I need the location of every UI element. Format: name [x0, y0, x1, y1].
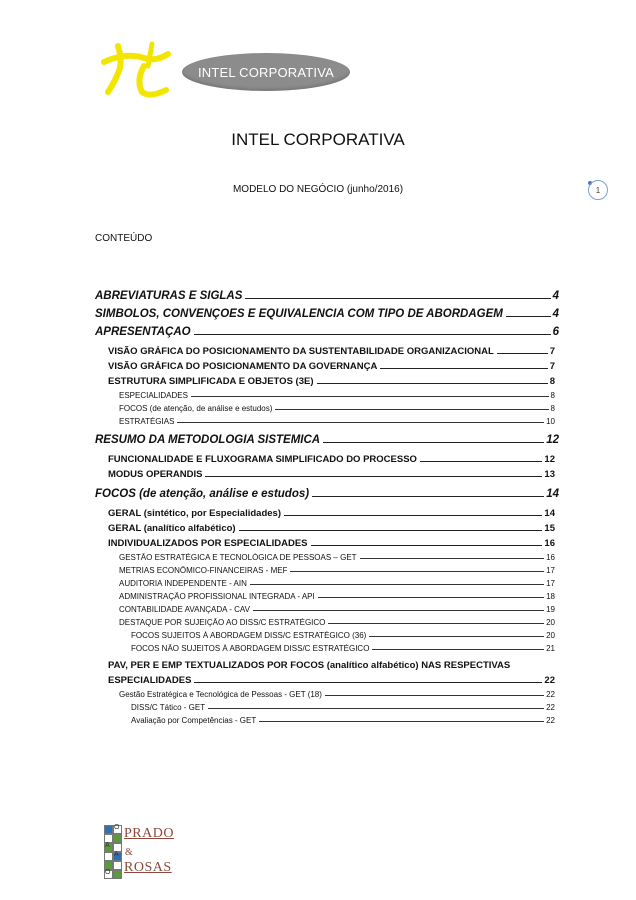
- toc-page-number: 7: [549, 361, 555, 372]
- document-title: INTEL CORPORATIVA: [231, 130, 405, 149]
- toc-page-number: 8: [550, 404, 555, 413]
- toc-page-number: 14: [546, 488, 559, 500]
- toc-entry[interactable]: [95, 534, 559, 549]
- toc-entry-text: ADMINISTRAÇÃO PROFISSIONAL INTEGRADA - API: [119, 592, 315, 601]
- toc-entry-text: AUDITORIA INDEPENDENTE - AIN: [119, 579, 247, 588]
- toc-page-number: 22: [546, 703, 555, 712]
- toc-entry[interactable]: [95, 465, 559, 480]
- toc-leader-line: [325, 695, 544, 696]
- toc-leader-line: [239, 530, 543, 531]
- toc-leader-line: [506, 316, 551, 317]
- logo-grid-cell: [113, 870, 122, 879]
- toc-page-number: 18: [546, 592, 555, 601]
- table-of-contents: [95, 284, 559, 725]
- toc-entry[interactable]: [95, 671, 559, 686]
- toc-entry[interactable]: [95, 640, 559, 653]
- toc-entry-text: DISS/C Tático - GET: [131, 703, 206, 712]
- toc-entry-text: FUNCIONALIDADE E FLUXOGRAMA SIMPLIFICADO DO PROCESSO: [108, 454, 417, 465]
- toc-page-number: 17: [546, 566, 555, 575]
- toc-page-number: 22: [544, 675, 555, 686]
- toc-page-number: 7: [549, 346, 555, 357]
- toc-leader-line: [360, 558, 545, 559]
- toc-leader-line: [369, 636, 544, 637]
- toc-leader-line: [380, 368, 547, 369]
- toc-entry-text: FOCOS (de atenção, análise e estudos): [95, 488, 310, 500]
- toc-leader-line: [275, 409, 548, 410]
- toc-leader-line: [311, 545, 543, 546]
- toc-entry[interactable]: [95, 575, 559, 588]
- toc-entry[interactable]: [95, 588, 559, 601]
- intel-logo-oval: INTEL CORPORATIVA: [182, 53, 350, 91]
- page-number-badge[interactable]: 1: [588, 180, 608, 200]
- toc-entry-text: PAV, PER E EMP TEXTUALIZADOS POR FOCOS (analítico alfabético) NAS RESPECTIVAS: [108, 660, 511, 671]
- toc-page-number: 16: [544, 538, 555, 549]
- toc-entry-text: APRESENTAÇÃO: [95, 326, 191, 338]
- toc-entry[interactable]: [95, 601, 559, 614]
- toc-entry[interactable]: [95, 482, 559, 500]
- toc-entry-text: VISÃO GRÁFICA DO POSICIONAMENTO DA SUSTENTABILIDADE ORGANIZACIONAL: [108, 346, 494, 357]
- toc-entry-text: CONTABILIDADE AVANÇADA - CAV: [119, 605, 250, 614]
- toc-entry[interactable]: [95, 614, 559, 627]
- document-subtitle: MODELO DO NEGÓCIO (junho/2016): [232, 184, 404, 195]
- toc-page-number: 8: [549, 376, 555, 387]
- toc-entry[interactable]: [95, 657, 559, 671]
- toc-entry-text: ESTRUTURA SIMPLIFICADA E OBJETOS (3E): [108, 376, 314, 387]
- toc-entry[interactable]: [95, 699, 559, 712]
- toc-page-number: 16: [546, 553, 555, 562]
- toc-page-number: 19: [546, 605, 555, 614]
- toc-page-number: 17: [546, 579, 555, 588]
- logo-grid-letter: O: [114, 824, 120, 831]
- footer-rosas-text: ROSAS: [124, 860, 172, 875]
- toc-leader-line: [205, 476, 542, 477]
- toc-entry[interactable]: [95, 549, 559, 562]
- toc-page-number: 22: [546, 716, 555, 725]
- toc-leader-line: [208, 708, 544, 709]
- toc-leader-line: [318, 597, 544, 598]
- toc-entry[interactable]: [95, 320, 559, 338]
- footer-prado-text: PRADO: [124, 826, 174, 841]
- toc-entry[interactable]: [95, 686, 559, 699]
- toc-page-number: 12: [544, 454, 555, 465]
- toc-entry-text: FOCOS (de atenção, de análise e estudos): [119, 404, 273, 413]
- contents-heading: CONTEÚDO: [95, 233, 153, 244]
- toc-entry[interactable]: [95, 504, 559, 519]
- toc-entry-text: RESUMO DA METODOLOGIA SISTÊMICA: [95, 434, 321, 446]
- toc-entry-text: ESPECIALIDADES: [108, 675, 192, 686]
- toc-entry-text: GERAL (analítico alfabético): [108, 523, 236, 534]
- toc-page-number: 12: [546, 434, 559, 446]
- toc-leader-line: [497, 353, 548, 354]
- toc-leader-line: [372, 649, 544, 650]
- toc-entry-text: GESTÃO ESTRATÉGICA E TECNOLÓGICA DE PESSOAS – GET: [119, 553, 357, 562]
- logo-grid-letter: A: [114, 851, 119, 858]
- toc-leader-line: [191, 396, 549, 397]
- toc-page-number: 22: [546, 690, 555, 699]
- intel-logo-mark-icon: [96, 40, 176, 104]
- toc-page-number: 20: [546, 631, 555, 640]
- toc-page-number: 4: [552, 308, 559, 320]
- toc-leader-line: [284, 515, 542, 516]
- toc-leader-line: [312, 496, 544, 497]
- toc-leader-line: [177, 422, 544, 423]
- footer-ampersand: &: [125, 847, 133, 858]
- toc-entry[interactable]: [95, 357, 559, 372]
- toc-entry[interactable]: [95, 562, 559, 575]
- toc-entry[interactable]: [95, 302, 559, 320]
- toc-entry[interactable]: [95, 387, 559, 400]
- toc-page-number: 15: [544, 523, 555, 534]
- toc-entry[interactable]: [95, 342, 559, 357]
- toc-entry[interactable]: [95, 450, 559, 465]
- toc-entry-text: FOCOS NÃO SUJEITOS À ABORDAGEM DISS/C ESTRATÉGICO: [131, 644, 370, 653]
- toc-entry[interactable]: [95, 627, 559, 640]
- toc-entry-text: ABREVIATURAS E SIGLAS: [95, 290, 243, 302]
- toc-leader-line: [290, 571, 544, 572]
- toc-leader-line: [245, 298, 550, 299]
- toc-entry[interactable]: [95, 400, 559, 413]
- toc-entry-text: INDIVIDUALIZADOS POR ESPECIALIDADES: [108, 538, 308, 549]
- logo-grid-cell: [104, 825, 113, 834]
- toc-leader-line: [259, 721, 544, 722]
- toc-leader-line: [194, 682, 542, 683]
- toc-entry-text: MODUS OPERANDIS: [108, 469, 203, 480]
- toc-entry-text: METRIAS ECONÔMICO-FINANCEIRAS - MEF: [119, 566, 288, 575]
- toc-entry[interactable]: [95, 372, 559, 387]
- toc-entry-text: GERAL (sintético, por Especialidades): [108, 508, 281, 519]
- toc-leader-line: [323, 442, 544, 443]
- toc-entry-text: SÍMBOLOS, CONVENÇÕES E EQUIVALÊNCIA COM TIPO DE ABORDAGEM: [95, 308, 503, 320]
- toc-leader-line: [253, 610, 544, 611]
- logo-grid-cell: [104, 852, 113, 861]
- toc-entry-text: Avaliação por Competências - GET: [131, 716, 257, 725]
- toc-entry-text: VISÃO GRÁFICA DO POSICIONAMENTO DA GOVERNANÇA: [108, 361, 378, 372]
- toc-page-number: 20: [546, 618, 555, 627]
- toc-entry-text: ESPECIALIDADES: [119, 391, 188, 400]
- toc-page-number: 14: [544, 508, 555, 519]
- toc-entry[interactable]: [95, 284, 559, 302]
- logo-grid-letter: A: [105, 842, 110, 849]
- toc-page-number: 8: [550, 391, 555, 400]
- toc-leader-line: [328, 623, 544, 624]
- logo-grid-cell: [113, 834, 122, 843]
- toc-entry[interactable]: [95, 712, 559, 725]
- toc-entry-text: FOCOS SUJEITOS À ABORDAGEM DISS/C ESTRATÉGICO (36): [131, 631, 367, 640]
- toc-page-number: 21: [546, 644, 555, 653]
- toc-page-number: 6: [552, 326, 559, 338]
- toc-entry[interactable]: [95, 413, 559, 426]
- toc-entry-text: DESTAQUE POR SUJEIÇÃO AO DISS/C ESTRATÉGICO: [119, 618, 326, 627]
- logo-grid-letter: O: [105, 869, 111, 876]
- toc-entry-text: Gestão Estratégica e Tecnológica de Pessoas - GET (18): [119, 690, 322, 699]
- toc-leader-line: [420, 461, 542, 462]
- logo-grid-cell: [113, 861, 122, 870]
- toc-entry[interactable]: [95, 428, 559, 446]
- toc-leader-line: [194, 334, 551, 335]
- toc-page-number: 10: [546, 417, 555, 426]
- toc-entry[interactable]: [95, 519, 559, 534]
- toc-entry-text: ESTRATÉGIAS: [119, 417, 175, 426]
- toc-page-number: 4: [552, 290, 559, 302]
- toc-leader-line: [250, 584, 544, 585]
- toc-page-number: 13: [544, 469, 555, 480]
- toc-leader-line: [317, 383, 548, 384]
